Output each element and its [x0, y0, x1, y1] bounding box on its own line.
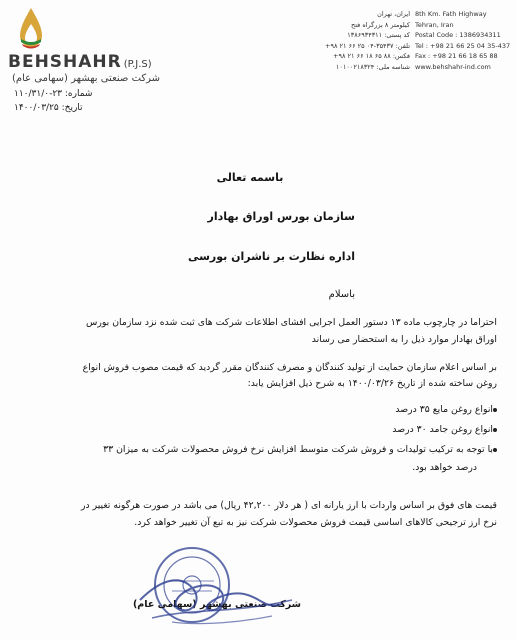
website-link[interactable]: www.behshahr-ind.com [415, 62, 491, 71]
recipient-department: اداره نظارت بر ناشران بورسی [187, 250, 355, 263]
salutation: باسمه تعالی [216, 171, 284, 184]
behshahr-logo-icon [16, 6, 46, 52]
address-en-line: Postal Code : 1386934311 [415, 31, 501, 39]
recipient-organization: سازمان بورس اوراق بهادار [207, 210, 355, 223]
address-en-line: 8th Km. Fath Highway [415, 10, 487, 18]
bullet-item: انواع روغن مایع ۳۵ درصد [395, 404, 493, 415]
address-fa-line: تلفن: ۳۵۴۳۷-۰۴ ۲۵ ۶۶ ۲۱ ۹۸+ [325, 41, 410, 50]
address-en-line: Tel : +98 21 66 25 04 35-437 [415, 41, 511, 50]
address-fa-line: کد پستی: ۱۳۸۶۹۳۴۳۱۱ [347, 31, 410, 39]
handwritten-signature [132, 560, 302, 635]
address-fa-line: ایران، تهران [377, 10, 410, 18]
signatory-company: شرکت صنعتی بهشهر (سهامی عام) [132, 599, 301, 610]
address-english [415, 9, 515, 72]
brand-suffix: (P.J.S) [123, 59, 152, 70]
bullet-icon [493, 448, 497, 452]
paragraph-line: روغن ساخته شده از تاریخ ۱۴۰۰/۰۳/۲۶ به شرح ذیل افزایش یابد: [247, 378, 497, 389]
paragraph-line: نرخ ارز ترجیحی کالاهای اساسی قیمت فروش محصولات شرکت نیز به تبع آن تغییر خواهد کرد. [134, 517, 497, 528]
address-en-line: Tehran, Iran [415, 20, 454, 29]
paragraph-line: قیمت های فوق بر اساس واردات با ارز یارانه ای ( هر دلار ۴۲,۲۰۰ ریال) می باشد در صورت هرگونه تغییر در [81, 500, 497, 511]
paragraph-line: اوراق بهادار موارد ذیل را به استحضار می رساند [311, 334, 497, 345]
address-fa-line: فکس: ۸۸ ۶۵ ۱۸ ۶۶ ۲۱ ۹۸+ [333, 52, 410, 60]
brand-name [8, 52, 152, 72]
address-persian [298, 9, 410, 72]
brand-name-fa: شرکت صنعتی بهشهر (سهامی عام) [12, 73, 161, 84]
paragraph-line: احتراما در چارچوب ماده ۱۳ دستور العمل اجرایی افشای اطلاعات شرکت های ثبت شده نزد سازمان بورس [86, 317, 497, 328]
bullet-item-continuation: درصد خواهد بود. [412, 462, 477, 473]
paragraph-line: بر اساس اعلام سازمان حمایت از تولید کنندگان و مصرف کنندگان مقرر گردید که قیمت مصوب فروش انواع [82, 362, 497, 373]
bullet-icon [493, 428, 497, 432]
reference-date: تاریخ: ۱۴۰۰/۰۳/۲۵ [14, 103, 83, 113]
greeting: باسلام [328, 289, 355, 300]
address-en-line: Fax : +98 21 66 18 65 88 [415, 52, 498, 60]
address-fa-line: شناسه ملی: ۱۰۱۰۰۲۱۸۳۲۴ [335, 62, 410, 71]
reference-number: شماره: ۲۳-۱۱۰/۳۱/۰ [14, 89, 93, 99]
bullet-item: انواع روغن جامد ۳۰ درصد [392, 424, 493, 435]
bullet-icon [493, 408, 497, 412]
address-fa-line: کیلومتر ۸ بزرگراه فتح [351, 20, 410, 29]
bullet-item: با توجه به ترکیب تولیدات و فروش شرکت متوسط افزایش نرخ فروش محصولات شرکت به میزان ۳۳ [103, 444, 493, 455]
brand-name-text: BEHSHAHR [8, 52, 122, 72]
